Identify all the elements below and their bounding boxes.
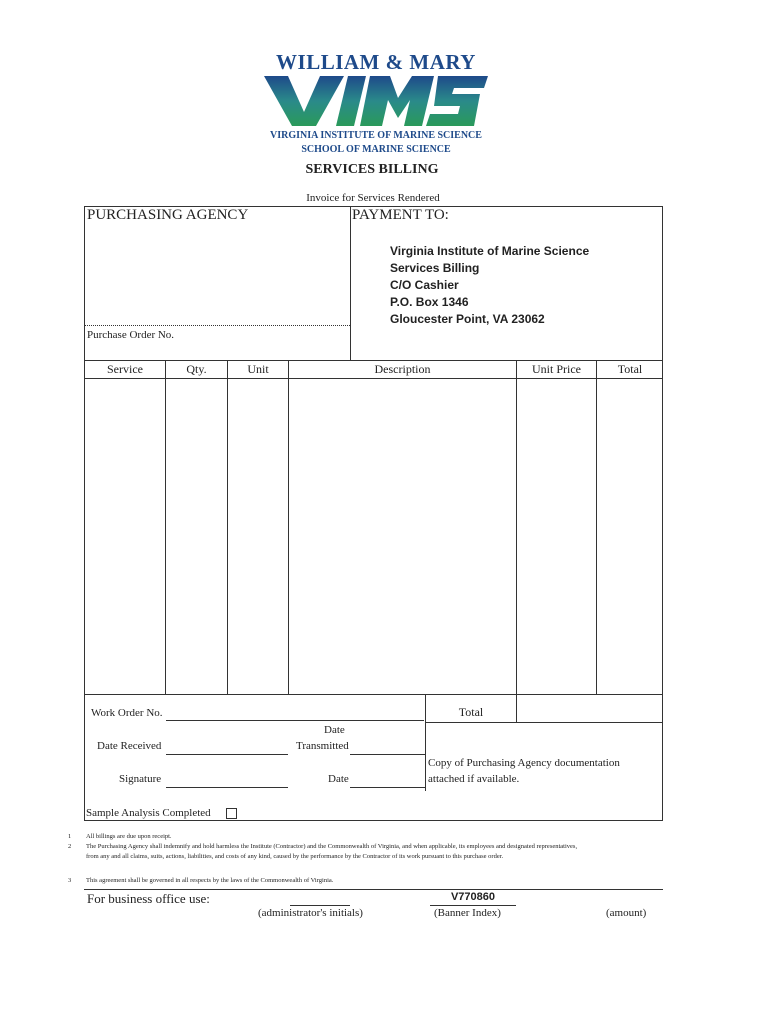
- page-title: SERVICES BILLING: [305, 162, 439, 177]
- col-header-unit-price: Unit Price: [532, 362, 581, 376]
- banner-index-value: V770860: [450, 891, 496, 903]
- agency-underline: [84, 325, 350, 326]
- amount-label: (amount): [606, 907, 647, 919]
- payment-to-label: PAYMENT TO:: [352, 207, 449, 223]
- date-received-label: Date Received: [97, 740, 162, 752]
- service-column-field[interactable]: [86, 380, 164, 692]
- table-header-line: [84, 378, 663, 379]
- unit-price-column-field[interactable]: [518, 380, 595, 692]
- page-subtitle: Invoice for Services Rendered: [306, 192, 440, 204]
- purchasing-agency-label: PURCHASING AGENCY: [87, 207, 249, 223]
- payment-line-1: Virginia Institute of Marine Science: [390, 244, 590, 258]
- table-top-line: [84, 360, 663, 361]
- unit-column-field[interactable]: [229, 380, 287, 692]
- date-field[interactable]: [350, 787, 425, 788]
- initials-label: (administrator's initials): [258, 907, 363, 919]
- payment-line-2: Services Billing: [390, 261, 480, 275]
- copy-note-line2: attached if available.: [428, 773, 520, 785]
- date-transmitted-label-2: Transmitted: [296, 740, 349, 752]
- payment-address: [390, 243, 589, 328]
- col-header-total: Total: [617, 362, 643, 376]
- logo-brand-graphic: [262, 74, 490, 128]
- sample-analysis-label: Sample Analysis Completed: [86, 807, 211, 819]
- purchasing-agency-field[interactable]: [86, 228, 348, 324]
- copy-note-line1: Copy of Purchasing Agency documentation: [428, 757, 620, 769]
- amount-field[interactable]: [598, 891, 662, 905]
- note-1-number: 1: [68, 833, 72, 840]
- col-header-service: Service: [107, 362, 143, 376]
- signature-field[interactable]: [166, 787, 288, 788]
- logo-line2: SCHOOL OF MARINE SCIENCE: [301, 144, 451, 155]
- note-1-text: All billings are due upon receipt.: [86, 833, 172, 840]
- date-label: Date: [328, 773, 349, 785]
- note-3-text: This agreement shall be governed in all respects by the laws of the Commonwealth of Virginia.: [86, 877, 334, 884]
- col-header-qty: Qty.: [186, 362, 207, 376]
- work-order-label: Work Order No.: [91, 707, 163, 719]
- date-transmitted-field[interactable]: [350, 754, 425, 755]
- note-2-text: The Purchasing Agency shall indemnify and hold harmless the Institute (Contractor) and the Commonwealth of Virginia, and when applicable, its employees and designated representatives,: [86, 843, 578, 850]
- agency-divider: [350, 206, 351, 360]
- note-3-number: 3: [68, 877, 72, 884]
- logo-top-text: WILLIAM & MARY: [276, 50, 476, 74]
- grand-total-field[interactable]: [518, 696, 662, 720]
- total-column-field[interactable]: [598, 380, 662, 692]
- description-column-field[interactable]: [290, 380, 515, 692]
- business-office-label: For business office use:: [87, 891, 210, 906]
- qty-column-field[interactable]: [167, 380, 226, 692]
- initials-field[interactable]: [290, 905, 350, 906]
- logo-line1: VIRGINIA INSTITUTE OF MARINE SCIENCE: [270, 130, 482, 141]
- note-2-number: 2: [68, 843, 72, 850]
- total-label: Total: [458, 705, 484, 719]
- sample-analysis-checkbox[interactable]: [226, 808, 237, 819]
- vims-logo: [262, 50, 490, 158]
- payment-line-5: Gloucester Point, VA 23062: [390, 312, 545, 326]
- payment-line-4: P.O. Box 1346: [390, 295, 469, 309]
- banner-index-label: (Banner Index): [434, 907, 501, 919]
- po-number-field[interactable]: [190, 328, 348, 356]
- col-header-unit: Unit: [247, 362, 269, 376]
- note-2-text-cont: from any and all claims, suits, actions, liabilities, and costs of any kind, caused by the performance by the Contractor of its work pursuant to this purchase order.: [86, 853, 504, 860]
- table-bottom-line: [84, 694, 663, 695]
- date-received-field[interactable]: [166, 754, 288, 755]
- col-header-description: Description: [374, 362, 431, 376]
- work-order-field[interactable]: [166, 720, 424, 721]
- business-office-rule: [84, 889, 663, 890]
- payment-line-3: C/O Cashier: [390, 278, 459, 292]
- po-label: Purchase Order No.: [87, 329, 175, 341]
- date-transmitted-label-1: Date: [324, 724, 345, 736]
- signature-label: Signature: [119, 773, 162, 785]
